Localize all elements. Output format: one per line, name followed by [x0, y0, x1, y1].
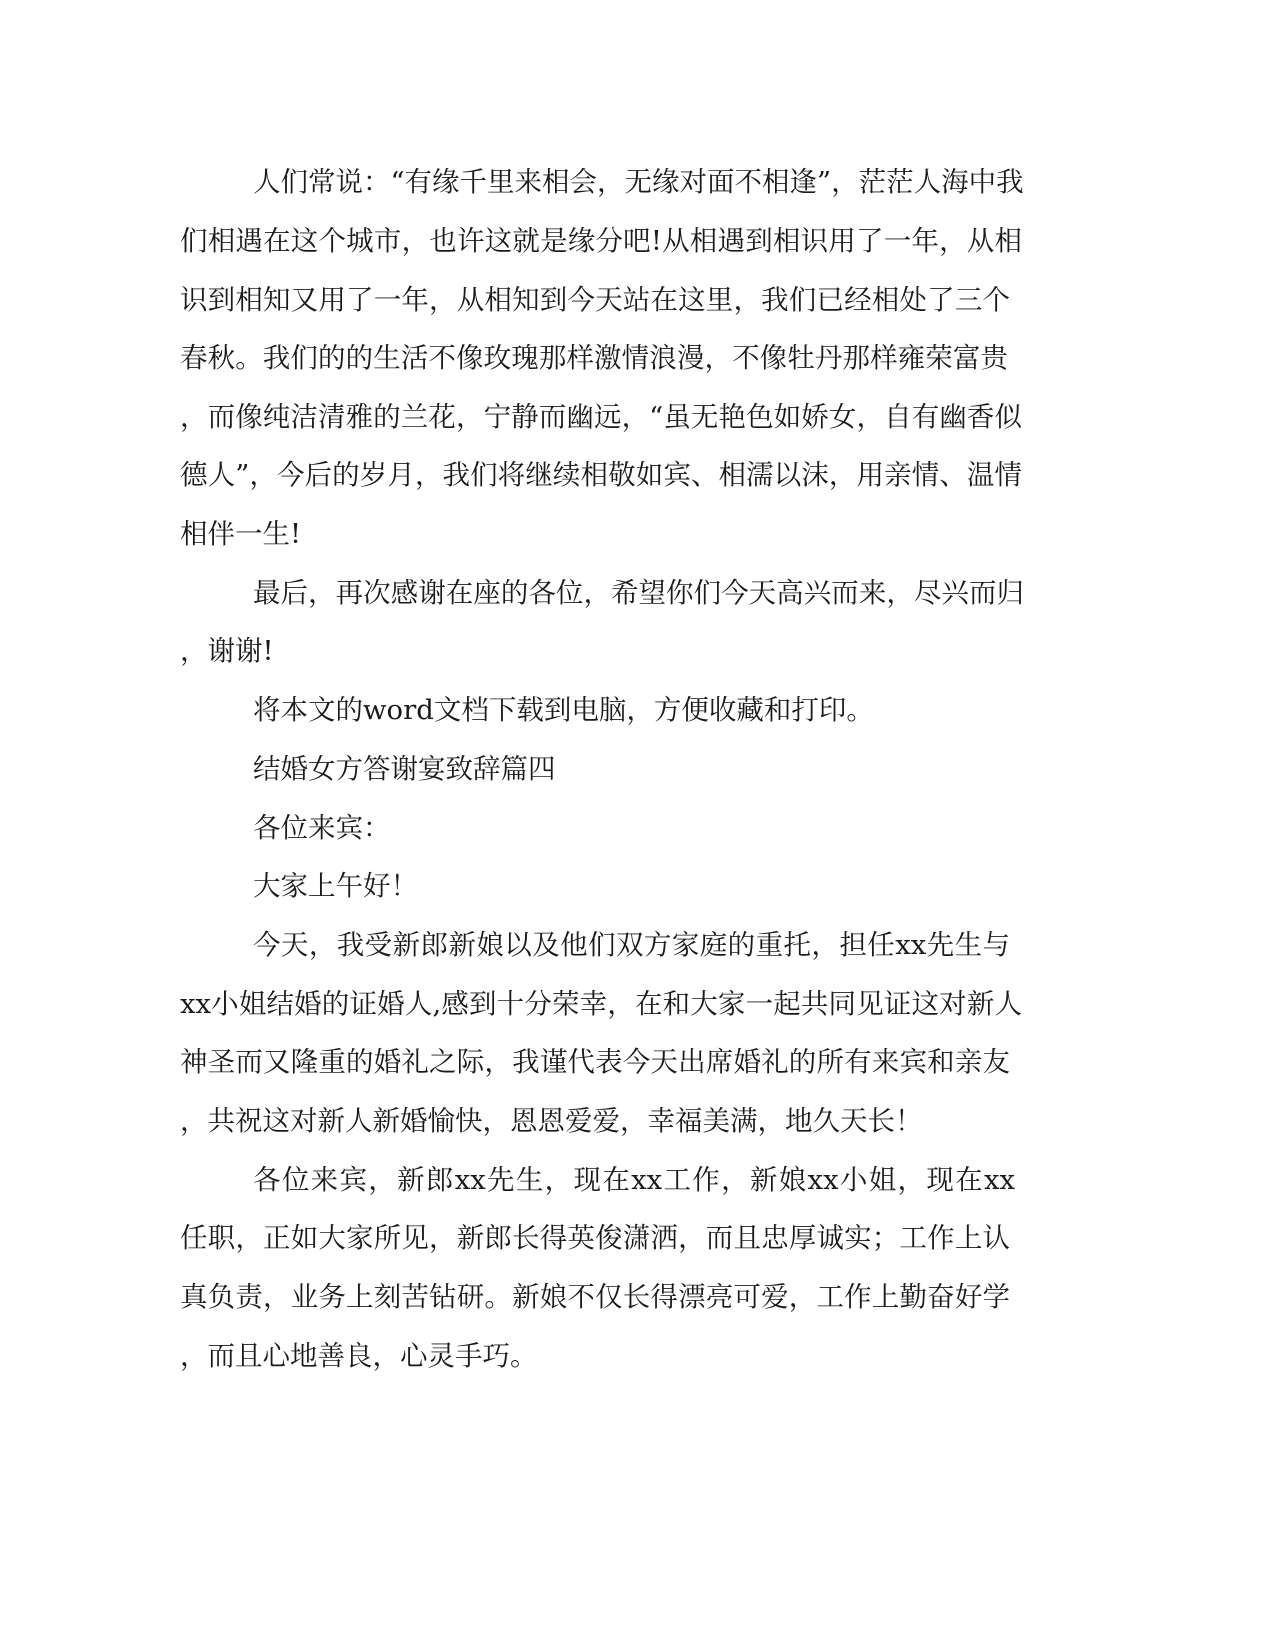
section-heading: 结婚女方答谢宴致辞篇四 — [253, 753, 556, 785]
paragraph-line: 人们常说：“有缘千里来相会，无缘对面不相逢”，茫茫人海中我 — [253, 166, 1024, 198]
paragraph-line: ，谢谢! — [180, 635, 274, 667]
paragraph-line: 将本文的word文档下载到电脑，方便收藏和打印。 — [253, 694, 874, 726]
paragraph-line: ，而且心地善良，心灵手巧。 — [180, 1340, 538, 1372]
paragraph-line: 相伴一生! — [180, 518, 302, 550]
paragraph-line: 德人”，今后的岁月，我们将继续相敬如宾、相濡以沫，用亲情、温情 — [180, 459, 1022, 491]
salutation: 各位来宾： — [253, 812, 391, 844]
paragraph-line: 们相遇在这个城市，也许这就是缘分吧!从相遇到相识用了一年，从相 — [180, 225, 1022, 257]
paragraph-line: 任职，正如大家所见，新郎长得英俊潇洒，而且忠厚诚实；工作上认 — [180, 1222, 1010, 1254]
paragraph-line: ，而像纯洁清雅的兰花，宁静而幽远，“虽无艳色如娇女，自有幽香似 — [180, 401, 1022, 433]
paragraph-line: xx小姐结婚的证婚人,感到十分荣幸，在和大家一起共同见证这对新人 — [180, 988, 1022, 1020]
paragraph-line: 最后，再次感谢在座的各位，希望你们今天高兴而来，尽兴而归 — [253, 577, 1024, 609]
paragraph-line: ，共祝这对新人新婚愉快，恩恩爱爱，幸福美满，地久天长！ — [180, 1105, 923, 1137]
paragraph-line: 识到相知又用了一年，从相知到今天站在这里，我们已经相处了三个 — [180, 284, 1010, 316]
paragraph-line: 春秋。我们的的生活不像玫瑰那样激情浪漫，不像牡丹那样雍荣富贵 — [180, 342, 1008, 374]
paragraph-line: 今天，我受新郎新娘以及他们双方家庭的重托，担任xx先生与 — [253, 929, 1010, 961]
paragraph-line: 各位来宾，新郎xx先生，现在xx工作，新娘xx小姐，现在xx — [253, 1164, 1015, 1196]
greeting: 大家上午好！ — [253, 870, 418, 902]
paragraph-line: 真负责，业务上刻苦钻研。新娘不仅长得漂亮可爱，工作上勤奋好学 — [180, 1281, 1010, 1313]
paragraph-line: 神圣而又隆重的婚礼之际，我谨代表今天出席婚礼的所有来宾和亲友 — [180, 1046, 1010, 1078]
